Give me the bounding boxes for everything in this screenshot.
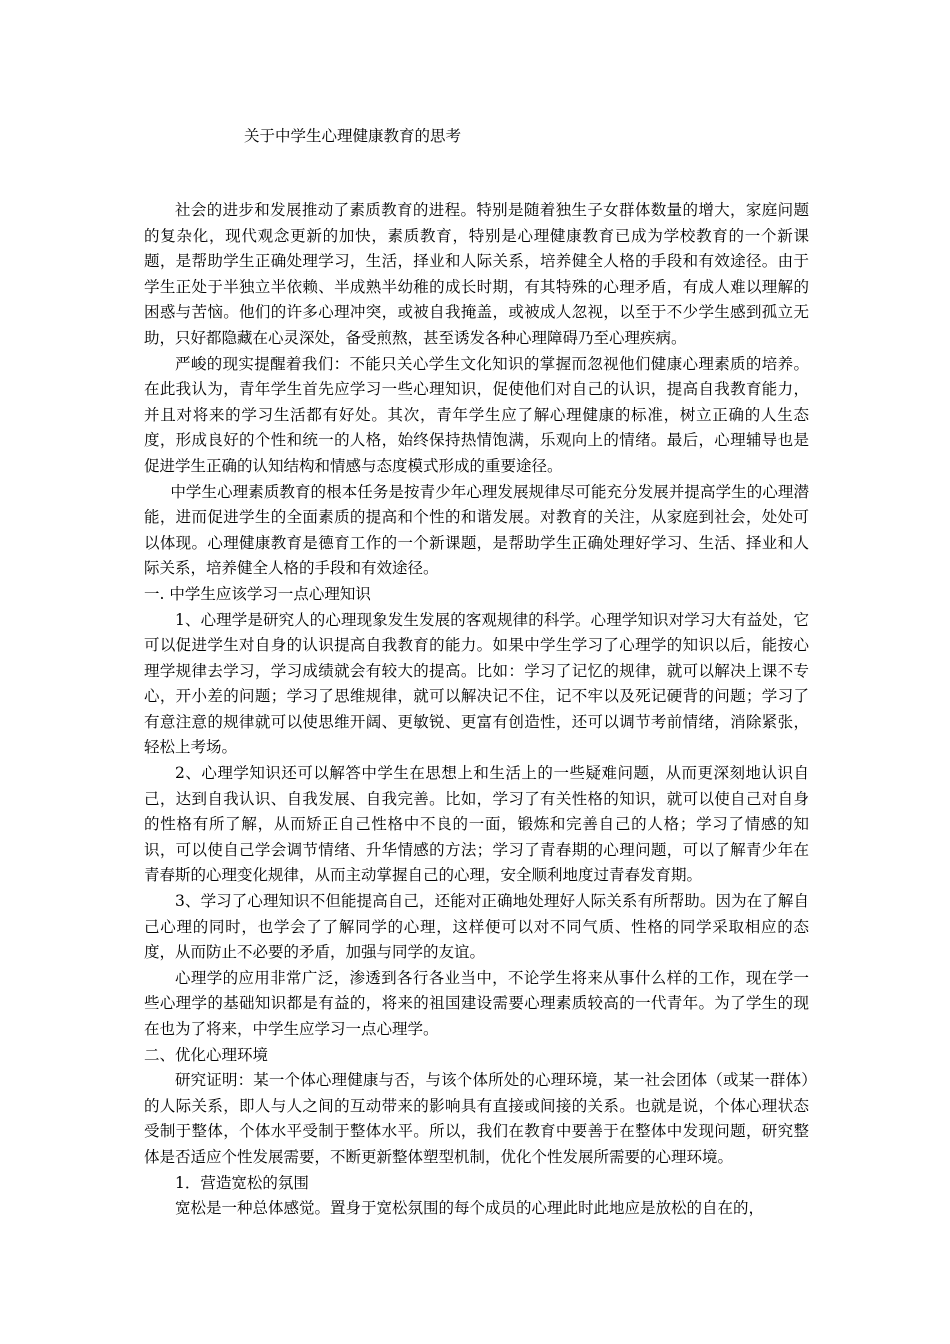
paragraph-relaxed: 宽松是一种总体感觉。置身于宽松氛围的每个成员的心理此时此地应是放松的自在的， — [175, 1199, 765, 1218]
section-heading-1: 一. 中学生应该学习一点心理知识 — [144, 584, 371, 603]
document-body — [144, 198, 809, 1222]
paragraph-reality: 严峻的现实提醒着我们：不能只关心学生文化知识的掌握而忽视他们健康心理素质的培养。在此我认为，青年学生首先应学习一些心理知识，促使他们对自己的认识，提高自我教育能力，并且对将来的学习生活都有好处。其次，青年学生应了解心理健康的标准，树立正确的人生态度，形成良好的个性和统一的人格，始终保持热情饱满，乐观向上的情绪。最后，心理辅导也是促进学生正确的认知结构和情感与态度模式形成的重要途径。 — [144, 354, 809, 475]
paragraph-research: 研究证明：某一个体心理健康与否，与该个体所处的心理环境，某一社会团体（或某一群体）的人际关系，即人与人之间的互动带来的影响具有直接或间接的关系。也就是说，个体心理状态受制于整体，个体水平受制于整体水平。所以，我们在教育中要善于在整体中发现问题，研究整体是否适应个性发展需要，不断更新整体塑型机制，优化个性发展所需要的心理环境。 — [144, 1071, 809, 1166]
subsection-heading-1: 1．营造宽松的氛围 — [175, 1173, 309, 1192]
paragraph-point-1: 1、心理学是研究人的心理现象发生发展的客观规律的科学。心理学知识对学习大有益处，它可以促进学生对自身的认识提高自我教育的能力。如果中学生学习了心理学的知识以后，能按心理学规律去学习，学习成绩就会有较大的提高。比如：学习了记忆的规律，就可以解决上课不专心，开小差的问题；学习了思维规律，就可以解决记不住，记不牢以及死记硬背的问题；学习了有意注意的规律就可以使思维开阔、更敏锐、更富有创造性，还可以调节考前情绪，消除紧张，轻松上考场。 — [144, 610, 809, 757]
document-title: 关于中学生心理健康教育的思考 — [244, 127, 462, 145]
paragraph-point-3: 3、学习了心理知识不但能提高自己，还能对正确地处理好人际关系有所帮助。因为在了解自己心理的同时，也学会了了解同学的心理，这样便可以对不同气质、性格的同学采取相应的态度，从而防止不必要的矛盾，加强与同学的友谊。 — [144, 892, 809, 962]
paragraph-intro: 社会的进步和发展推动了素质教育的进程。特别是随着独生子女群体数量的增大，家庭问题的复杂化，现代观念更新的加快，素质教育，特别是心理健康教育已成为学校教育的一个新课题，是帮助学生正确处理学习，生活，择业和人际关系，培养健全人格的手段和有效途径。由于学生正处于半独立半依赖、半成熟半幼稚的成长时期，有其特殊的心理矛盾，有成人难以理解的困惑与苦恼。他们的许多心理冲突，或被自我掩盖，或被成人忽视，以至于不少学生感到孤立无助，只好都隐藏在心灵深处，备受煎熬，甚至诱发各种心理障碍乃至心理疾病。 — [144, 201, 809, 347]
paragraph-application: 心理学的应用非常广泛，渗透到各行各业当中，不论学生将来从事什么样的工作，现在学一些心理学的基础知识都是有益的，将来的祖国建设需要心理素质较高的一代青年。为了学生的现在也为了将来，中学生应学习一点心理学。 — [144, 968, 809, 1038]
paragraph-point-2: 2、心理学知识还可以解答中学生在思想上和生活上的一些疑难问题，从而更深刻地认识自己，达到自我认识、自我发展、自我完善。比如，学习了有关性格的知识，就可以使自己对自身的性格有所了解，从而矫正自己性格中不良的一面，锻炼和完善自己的人格；学习了情感的知识，可以使自己学会调节情绪、升华情感的方法；学习了青春期的心理问题，可以了解青少年在青春斯的心理变化规律，从而主动掌握自己的心理，安全顺利地度过青春发育期。 — [144, 764, 809, 885]
section-heading-2: 二、优化心理环境 — [144, 1045, 269, 1064]
paragraph-task: 中学生心理素质教育的根本任务是按青少年心理发展规律尽可能充分发展并提高学生的心理潜能，进而促进学生的全面素质的提高和个性的和谐发展。对教育的关注，从家庭到社会，处处可以体现。心理健康教育是德育工作的一个新课题，是帮助学生正确处理好学习、生活、择业和人际关系，培养健全人格的手段和有效途径。 — [144, 482, 809, 578]
